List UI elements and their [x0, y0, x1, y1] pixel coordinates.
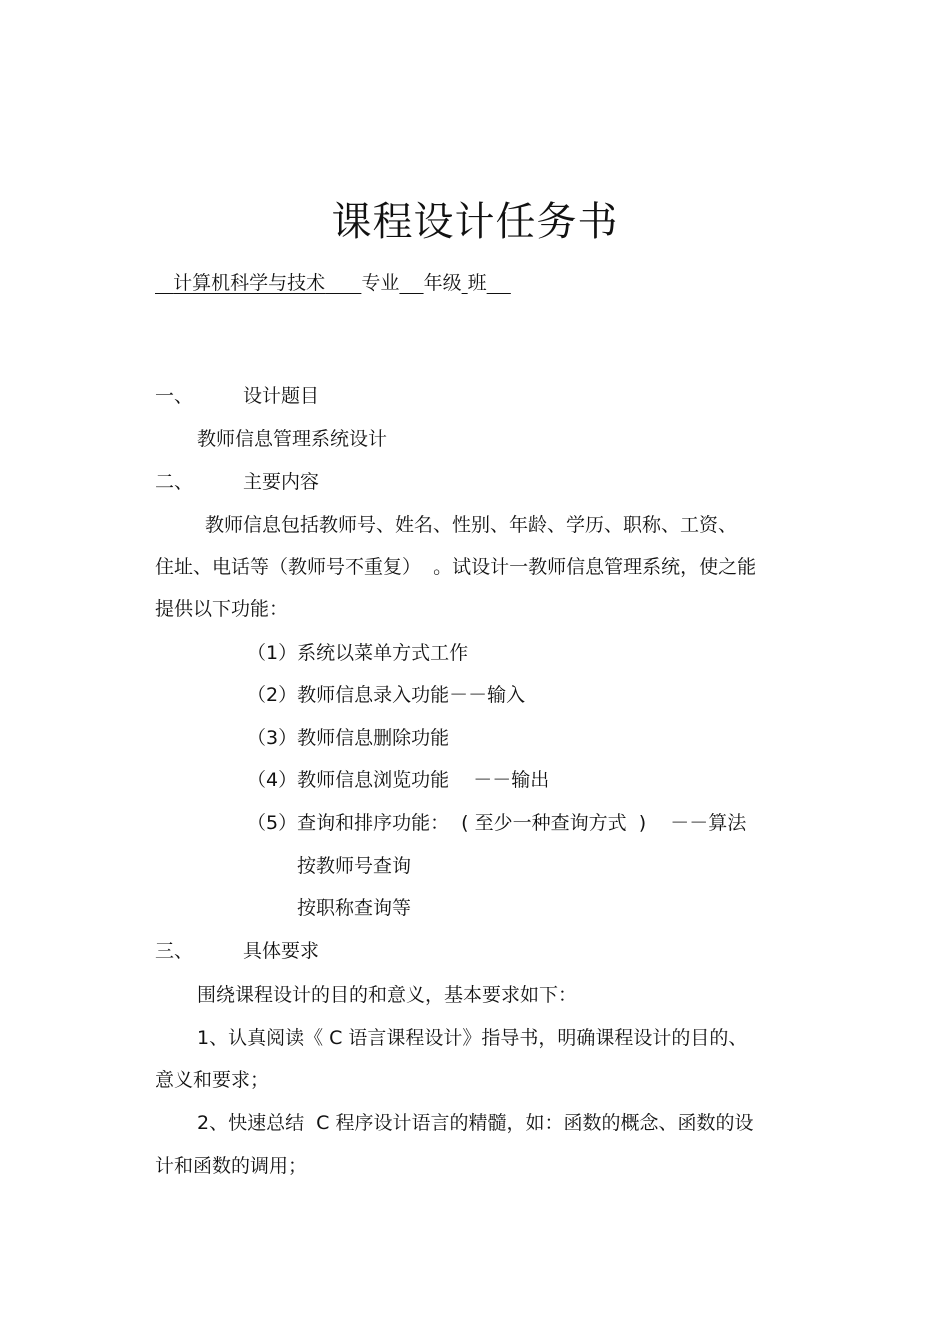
requirement-item-line: 1、认真阅读《 C 语言课程设计》指导书，明确课程设计的目的、 [197, 1027, 748, 1049]
requirement-item-line: 计和函数的调用； [155, 1155, 308, 1177]
section-heading-3 [155, 938, 319, 964]
function-item: （2）教师信息录入功能－－输入 [247, 684, 526, 706]
requirement-item-line: 意义和要求； [155, 1069, 270, 1091]
content-paragraph-line: 住址、电话等（教师号不重复） 。试设计一教师信息管理系统，使之能 [155, 556, 757, 578]
section-number: 三、 [155, 940, 194, 962]
major-grade-class-line [155, 270, 511, 296]
content-paragraph-line: 提供以下功能： [155, 598, 289, 620]
major-blank-right [325, 272, 361, 294]
class-blank-right [487, 272, 511, 294]
page-title: 课程设计任务书 [331, 199, 619, 245]
design-topic: 教师信息管理系统设计 [197, 428, 388, 450]
requirements-intro: 围绕课程设计的目的和意义，基本要求如下： [197, 984, 578, 1006]
section-title: 具体要求 [243, 940, 320, 962]
function-item: （4）教师信息浏览功能 －－输出 [247, 769, 550, 791]
section-heading-1 [155, 383, 319, 409]
grade-blank [399, 272, 423, 294]
major-label: 专业 [361, 272, 400, 294]
function-item: （5）查询和排序功能： ( 至少一种查询方式 ) －－算法 [247, 812, 747, 834]
query-method-item: 按职称查询等 [297, 897, 412, 919]
section-title: 主要内容 [243, 471, 320, 493]
content-paragraph-line: 教师信息包括教师号、姓名、性别、年龄、学历、职称、工资、 [205, 514, 738, 536]
section-number: 二、 [155, 471, 194, 493]
major-name: 计算机科学与技术 [173, 272, 326, 294]
function-item: （3）教师信息删除功能 [247, 727, 450, 749]
section-title: 设计题目 [243, 385, 320, 407]
requirement-item-line: 2、快速总结 C 程序设计语言的精髓，如：函数的概念、函数的设 [197, 1112, 754, 1134]
major-blank-left [155, 272, 173, 294]
section-number: 一、 [155, 385, 194, 407]
class-label: 班 [467, 272, 487, 294]
query-method-item: 按教师号查询 [297, 855, 412, 877]
function-item: （1）系统以菜单方式工作 [247, 642, 469, 664]
grade-label: 年级 [423, 272, 462, 294]
section-heading-2 [155, 469, 319, 495]
